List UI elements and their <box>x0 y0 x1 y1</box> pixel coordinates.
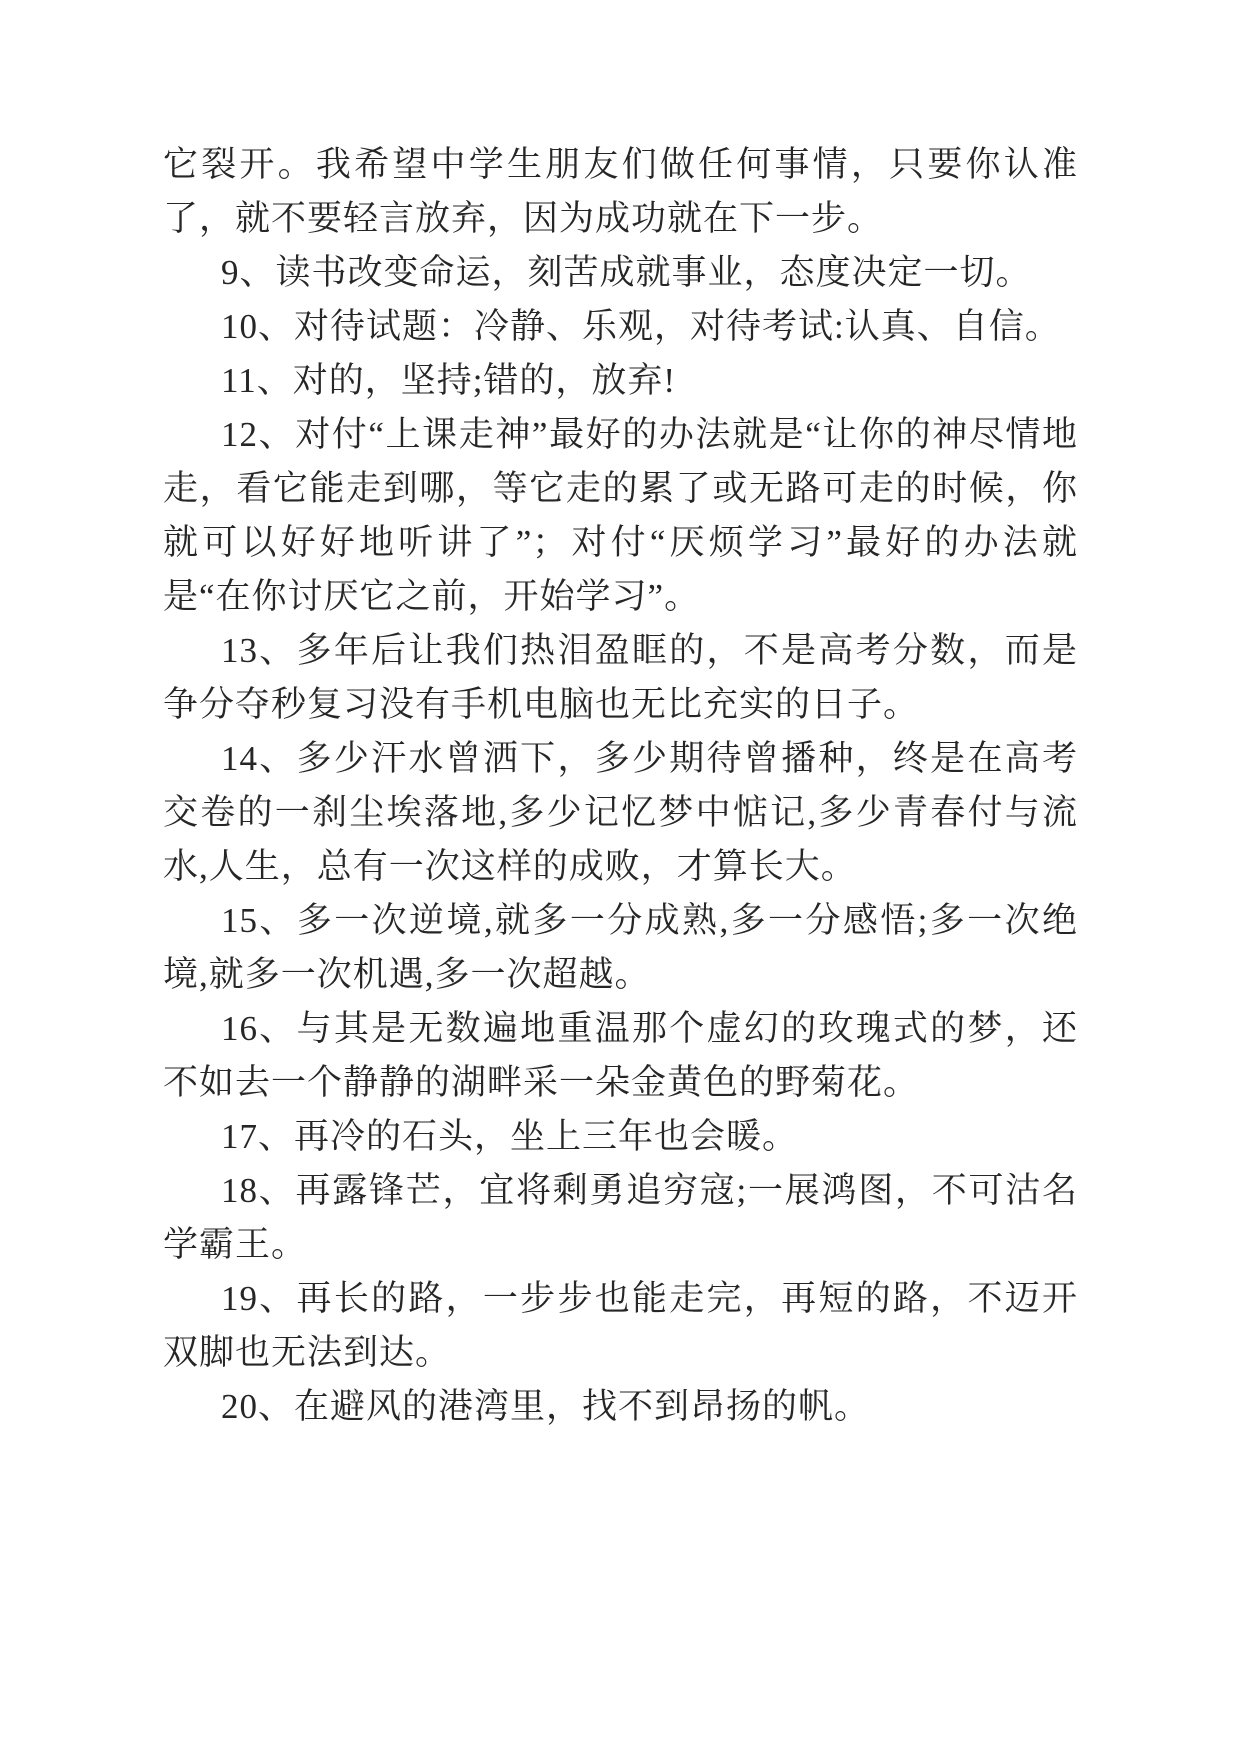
paragraph: 12、对付“上课走神”最好的办法就是“让你的神尽情地走，看它能走到哪，等它走的累了或无路可走的时候，你就可以好好地听讲了”；对付“厌烦学习”最好的办法就是“在你讨厌它之前，开始学习”。 <box>163 415 1078 616</box>
paragraph: 19、再长的路，一步步也能走完，再短的路，不迈开双脚也无法到达。 <box>163 1279 1078 1372</box>
paragraph: 它裂开。我希望中学生朋友们做任何事情，只要你认准了，就不要轻言放弃，因为成功就在下一步。 <box>163 145 1078 238</box>
paragraph: 16、与其是无数遍地重温那个虚幻的玫瑰式的梦，还不如去一个静静的湖畔采一朵金黄色的野菊花。 <box>163 1009 1078 1102</box>
paragraph: 13、多年后让我们热泪盈眶的，不是高考分数，而是争分夺秒复习没有手机电脑也无比充实的日子。 <box>163 631 1078 724</box>
document-text-area <box>163 138 1078 1434</box>
paragraph: 18、再露锋芒，宜将剩勇追穷寇;一展鸿图，不可沽名学霸王。 <box>163 1171 1078 1264</box>
paragraph: 20、在避风的港湾里，找不到昂扬的帆。 <box>221 1387 871 1426</box>
paragraph: 17、再冷的石头，坐上三年也会暖。 <box>221 1117 799 1156</box>
paragraph: 15、多一次逆境,就多一分成熟,多一分感悟;多一次绝境,就多一次机遇,多一次超越。 <box>163 901 1078 994</box>
paragraph: 11、对的，坚持;错的，放弃! <box>221 361 677 400</box>
paragraph: 10、对待试题：冷静、乐观，对待考试:认真、自信。 <box>221 307 1061 346</box>
paragraph: 14、多少汗水曾洒下，多少期待曾播种，终是在高考交卷的一刹尘埃落地,多少记忆梦中惦记,多少青春付与流水,人生，总有一次这样的成败，才算长大。 <box>163 739 1078 886</box>
paragraph: 9、读书改变命运，刻苦成就事业，态度决定一切。 <box>221 253 1032 292</box>
